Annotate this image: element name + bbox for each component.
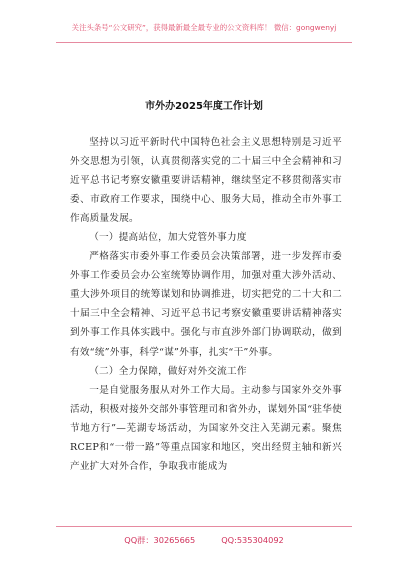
footer-divider (56, 526, 352, 527)
header-note: 关注头条号“公文研究”，获得最新最全最专业的公文资料库！ 微信：gongwenyj (71, 23, 337, 32)
document-title: 市外办2025年度工作计划 (145, 101, 263, 112)
document-body (70, 133, 342, 476)
header-divider (56, 42, 352, 43)
section-paragraph-2: 一是自觉服务服从对外工作大局。主动参与国家外交外事活动，积极对接外交部外事管理司和省外办，谋划外国“驻华使节地方行”—芜湖专场活动，为国家外交注入芜湖元素。聚焦RCEP和“一带一路”等重点国家和地区，突出经贸主轴和新兴产业扩大对外合作，争取我市能成为 (70, 384, 342, 472)
section-heading-2: （二）全力保障，做好对外交流工作 (89, 365, 247, 377)
footer-contact (0, 535, 408, 546)
qq-number: QQ:535304092 (221, 535, 284, 545)
section-heading-1: （一）提高站位，加大党管外事力度 (89, 232, 247, 244)
qq-group-number: QQ群：30265665 (124, 535, 196, 545)
section-paragraph-1: 严格落实市委外事工作委员会决策部署，进一步发挥市委外事工作委员会办公室统筹协调作用，加强对重大涉外活动、重大涉外项目的统筹谋划和协调推进，切实把党的二十大和二十届三中全会精神、习近平总书记考察安徽重要讲话精神落实到外事工作具体实践中。强化与市直涉外部门协调联动，做到有效“统”外事，科学“谋”外事，扎实“干”外事。 (70, 251, 342, 358)
intro-paragraph: 坚持以习近平新时代中国特色社会主义思想特别是习近平外交思想为引领，认真贯彻落实党的二十届三中全会精神和习近平总书记考察安徽重要讲话精神，继续坚定不移贯彻落实市委、市政府工作要求，围绕中心、服务大局，推动全市外事工作高质量发展。 (70, 137, 342, 225)
